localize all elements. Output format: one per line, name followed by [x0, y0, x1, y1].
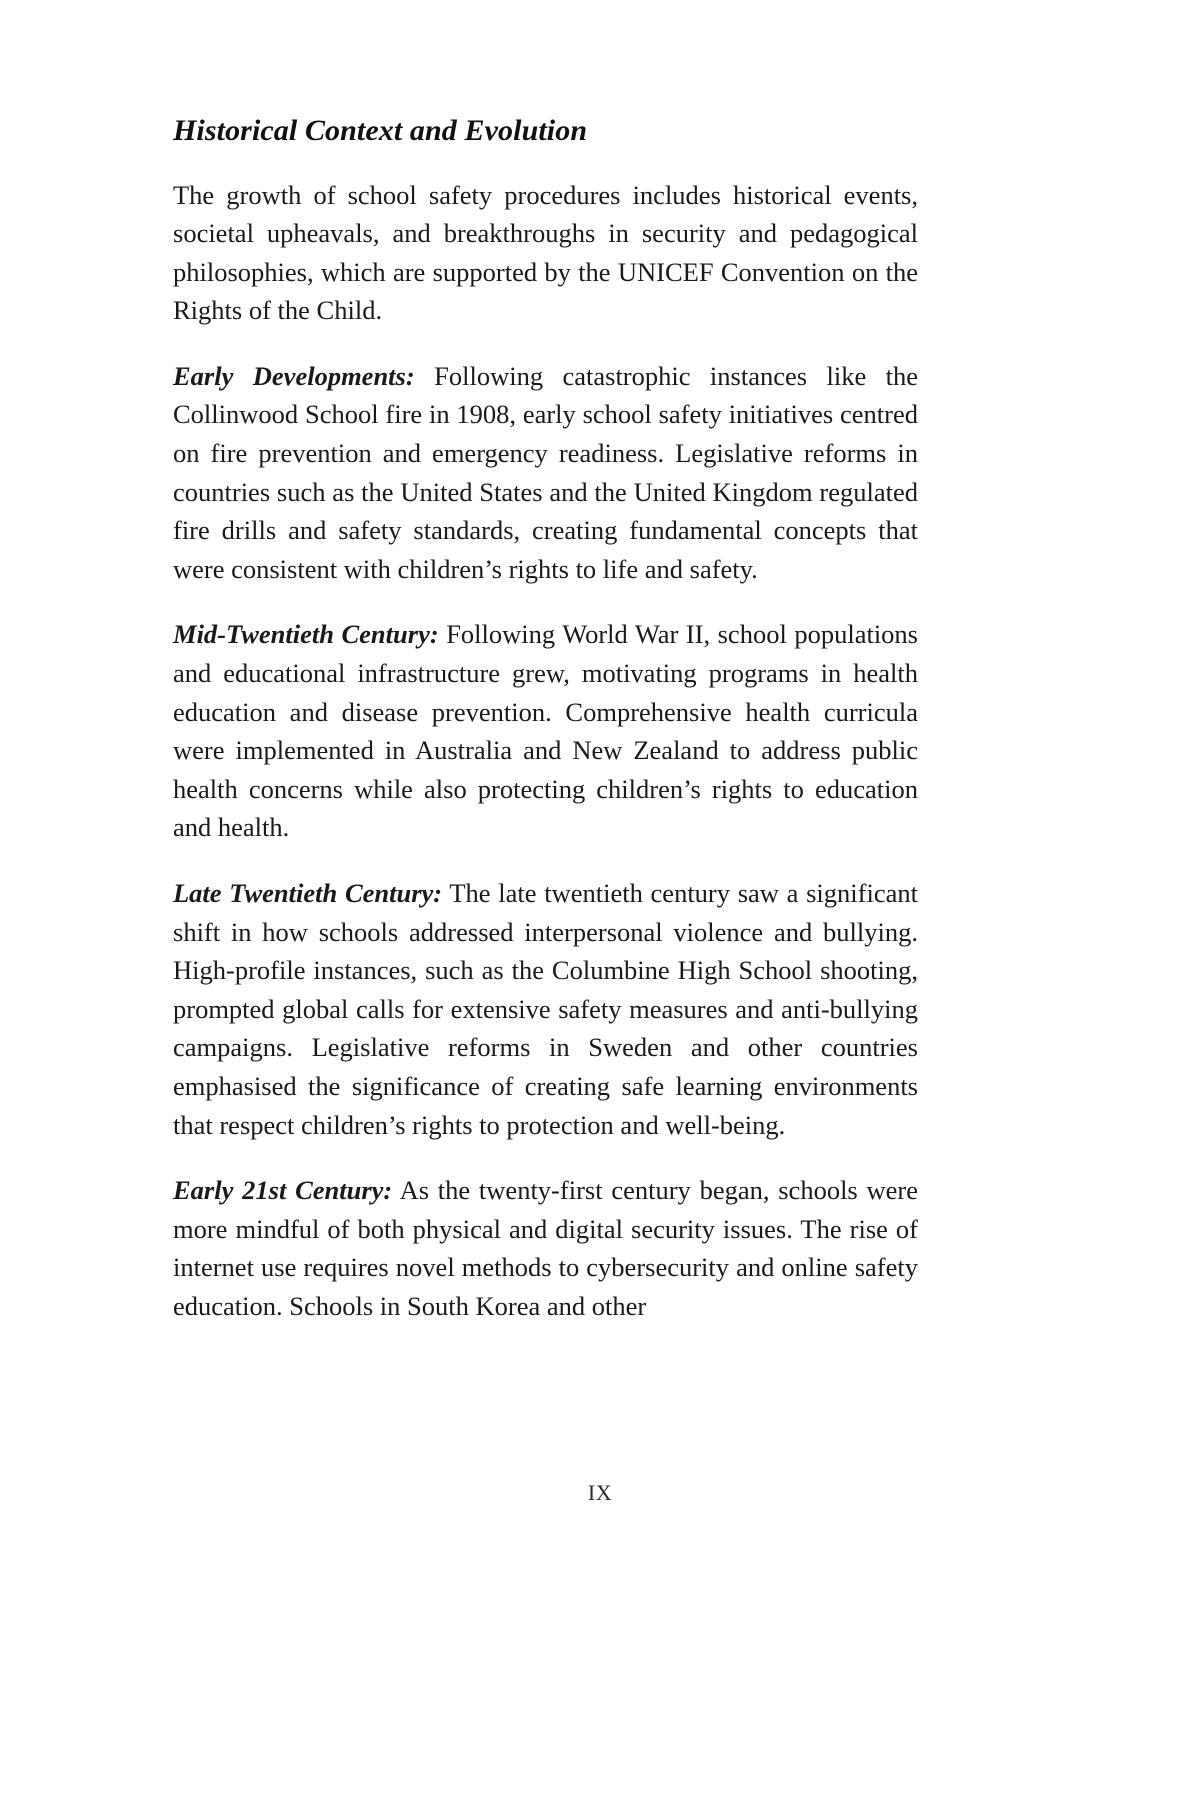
text-column — [173, 112, 918, 1326]
paragraph-early-developments — [173, 357, 918, 589]
paragraph-label: Early 21st Century: — [173, 1175, 393, 1206]
page-number: IX — [587, 1480, 613, 1505]
paragraph-text: The growth of school safety procedures includes historical events, societal upheavals, and breakthroughs in security and pedagogical philosophies, which are supported by the UNICEF Convention on the Rights of the Child. — [173, 179, 918, 326]
paragraph-text: Following World War II, school populations and educational infrastructure grew, motivating programs in health education and disease prevention. Comprehensive health curricula were implemented in Australia and New Zealand to address public health concerns while also protecting children’s rights to education and health. — [173, 619, 918, 843]
paragraph-label: Early Developments: — [173, 360, 415, 391]
paragraph-text: Following catastrophic instances like the Collinwood School fire in 1908, early school safety initiatives centred on fire prevention and emergency readiness. Legislative reforms in countries such as the United States and the United Kingdom regulated fire drills and safety standards, creating fundamental concepts that were consistent with children’s rights to life and safety. — [173, 360, 919, 584]
paragraph-text: As the twenty-first century began, schools were more mindful of both physical and digital security issues. The rise of internet use requires novel methods to cybersecurity and online safety education. Schools in South Korea and other — [173, 1175, 918, 1321]
paragraph-early-21st-century — [173, 1171, 918, 1325]
paragraph-intro — [173, 176, 918, 330]
paragraph-label: Late Twentieth Century: — [173, 878, 443, 908]
paragraph-text: The late twentieth century saw a significant shift in how schools addressed interpersonal violence and bullying. High-profile instances, such as the Columbine High School shooting, prompted global calls for extensive safety measures and anti-bullying campaigns. Legislative reforms in Sweden and other countries emphasised the significance of creating safe learning environments that respect children’s rights to protection and well-being. — [173, 878, 918, 1140]
page-title: Historical Context and Evolution — [173, 114, 588, 147]
paragraph-late-twentieth-century — [173, 874, 918, 1144]
paragraph-mid-twentieth-century — [173, 615, 918, 847]
paragraph-label: Mid-Twentieth Century: — [173, 619, 439, 650]
